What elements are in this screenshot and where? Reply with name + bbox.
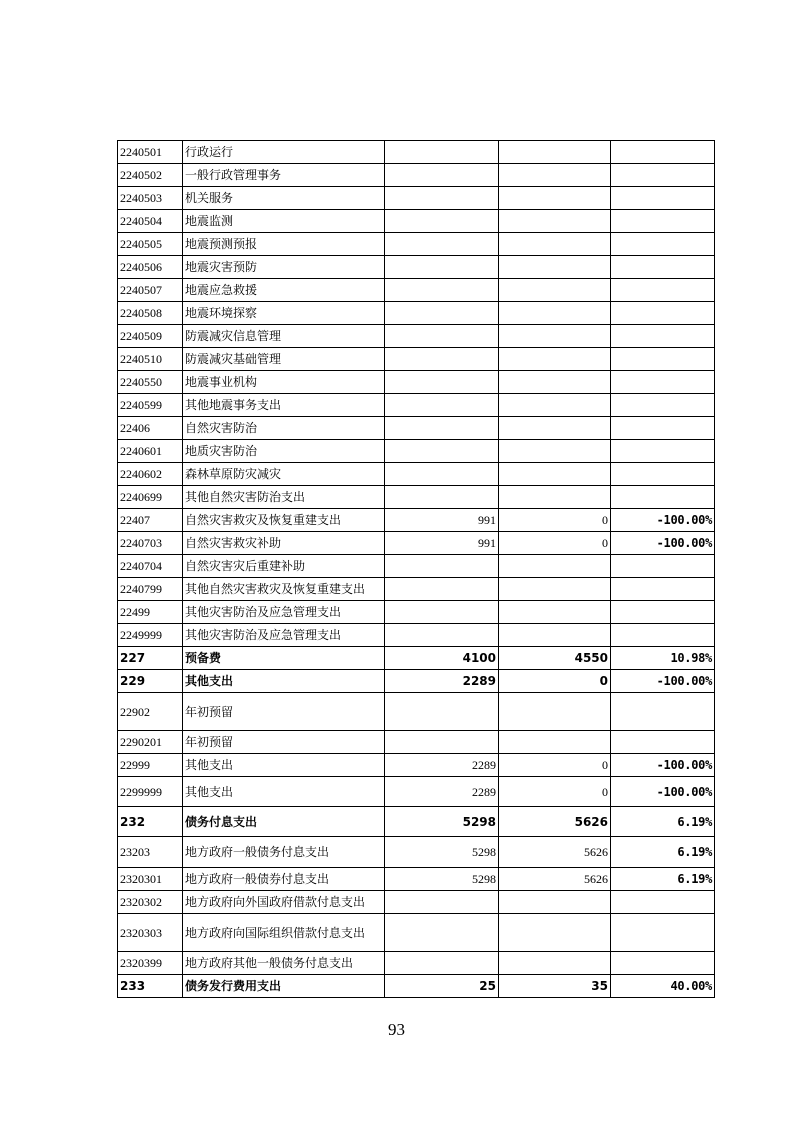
subject-code-cell: 233	[118, 975, 183, 998]
budget-amount-cell	[499, 141, 611, 164]
table-row	[118, 141, 715, 164]
table-row	[118, 601, 715, 624]
previous-year-amount-cell	[385, 394, 499, 417]
subject-code-cell: 2240602	[118, 463, 183, 486]
growth-rate-cell: 10.98%	[611, 647, 715, 670]
budget-amount-cell: 4550	[499, 647, 611, 670]
table-row	[118, 670, 715, 693]
table-row	[118, 302, 715, 325]
table-row	[118, 891, 715, 914]
budget-amount-cell	[499, 693, 611, 731]
growth-rate-cell	[611, 325, 715, 348]
subject-name-cell: 地方政府一般债务付息支出	[183, 837, 385, 868]
budget-amount-cell	[499, 256, 611, 279]
subject-name-cell: 地震预测预报	[183, 233, 385, 256]
previous-year-amount-cell	[385, 302, 499, 325]
page-number: 93	[388, 1020, 405, 1039]
growth-rate-cell	[611, 233, 715, 256]
subject-code-cell: 2240699	[118, 486, 183, 509]
subject-name-cell: 其他自然灾害防治支出	[183, 486, 385, 509]
subject-name-cell: 地震环境探察	[183, 302, 385, 325]
growth-rate-cell	[611, 302, 715, 325]
previous-year-amount-cell	[385, 555, 499, 578]
growth-rate-cell: 6.19%	[611, 837, 715, 868]
subject-name-cell: 地方政府向国际组织借款付息支出	[183, 914, 385, 952]
growth-rate-cell	[611, 914, 715, 952]
previous-year-amount-cell: 4100	[385, 647, 499, 670]
subject-name-cell: 地方政府一般债券付息支出	[183, 868, 385, 891]
subject-name-cell: 地震监测	[183, 210, 385, 233]
subject-code-cell: 2240601	[118, 440, 183, 463]
budget-expenditure-table	[117, 140, 715, 998]
growth-rate-cell: -100.00%	[611, 754, 715, 777]
subject-code-cell: 2240506	[118, 256, 183, 279]
subject-name-cell: 其他支出	[183, 777, 385, 807]
subject-name-cell: 地震事业机构	[183, 371, 385, 394]
subject-code-cell: 227	[118, 647, 183, 670]
subject-code-cell: 2320302	[118, 891, 183, 914]
subject-name-cell: 债务付息支出	[183, 807, 385, 837]
previous-year-amount-cell	[385, 141, 499, 164]
subject-code-cell: 22999	[118, 754, 183, 777]
subject-name-cell: 其他自然灾害救灾及恢复重建支出	[183, 578, 385, 601]
previous-year-amount-cell	[385, 187, 499, 210]
subject-name-cell: 自然灾害防治	[183, 417, 385, 440]
budget-amount-cell	[499, 348, 611, 371]
previous-year-amount-cell	[385, 578, 499, 601]
table-row	[118, 325, 715, 348]
growth-rate-cell: -100.00%	[611, 509, 715, 532]
budget-amount-cell: 35	[499, 975, 611, 998]
budget-amount-cell	[499, 394, 611, 417]
budget-amount-cell: 5626	[499, 868, 611, 891]
growth-rate-cell	[611, 371, 715, 394]
subject-name-cell: 年初预留	[183, 693, 385, 731]
subject-code-cell: 2240703	[118, 532, 183, 555]
subject-name-cell: 债务发行费用支出	[183, 975, 385, 998]
subject-name-cell: 行政运行	[183, 141, 385, 164]
previous-year-amount-cell	[385, 952, 499, 975]
table-row	[118, 532, 715, 555]
subject-name-cell: 预备费	[183, 647, 385, 670]
table-row	[118, 440, 715, 463]
subject-code-cell: 2240599	[118, 394, 183, 417]
table-row	[118, 164, 715, 187]
budget-amount-cell	[499, 952, 611, 975]
previous-year-amount-cell: 5298	[385, 837, 499, 868]
subject-name-cell: 其他灾害防治及应急管理支出	[183, 601, 385, 624]
budget-amount-cell: 0	[499, 670, 611, 693]
growth-rate-cell: 6.19%	[611, 868, 715, 891]
budget-amount-cell: 0	[499, 532, 611, 555]
subject-code-cell: 23203	[118, 837, 183, 868]
table-row	[118, 371, 715, 394]
growth-rate-cell	[611, 952, 715, 975]
growth-rate-cell	[611, 731, 715, 754]
subject-code-cell: 2240501	[118, 141, 183, 164]
budget-amount-cell	[499, 325, 611, 348]
table-row	[118, 463, 715, 486]
subject-code-cell: 2240704	[118, 555, 183, 578]
subject-name-cell: 防震减灾信息管理	[183, 325, 385, 348]
subject-name-cell: 地震应急救援	[183, 279, 385, 302]
budget-amount-cell	[499, 731, 611, 754]
previous-year-amount-cell	[385, 417, 499, 440]
table-row	[118, 210, 715, 233]
previous-year-amount-cell: 2289	[385, 670, 499, 693]
budget-amount-cell	[499, 601, 611, 624]
budget-amount-cell	[499, 210, 611, 233]
budget-amount-cell	[499, 440, 611, 463]
budget-amount-cell: 0	[499, 509, 611, 532]
previous-year-amount-cell	[385, 914, 499, 952]
growth-rate-cell	[611, 164, 715, 187]
growth-rate-cell	[611, 891, 715, 914]
growth-rate-cell	[611, 578, 715, 601]
previous-year-amount-cell: 5298	[385, 868, 499, 891]
table-row	[118, 777, 715, 807]
subject-name-cell: 其他地震事务支出	[183, 394, 385, 417]
subject-name-cell: 其他支出	[183, 670, 385, 693]
subject-code-cell: 2320303	[118, 914, 183, 952]
budget-amount-cell: 5626	[499, 807, 611, 837]
subject-name-cell: 自然灾害灾后重建补助	[183, 555, 385, 578]
budget-amount-cell	[499, 578, 611, 601]
previous-year-amount-cell	[385, 440, 499, 463]
previous-year-amount-cell	[385, 348, 499, 371]
growth-rate-cell	[611, 486, 715, 509]
growth-rate-cell: -100.00%	[611, 777, 715, 807]
budget-amount-cell	[499, 233, 611, 256]
subject-code-cell: 2240507	[118, 279, 183, 302]
budget-amount-cell: 0	[499, 754, 611, 777]
previous-year-amount-cell	[385, 325, 499, 348]
table-row	[118, 256, 715, 279]
table-row	[118, 394, 715, 417]
subject-code-cell: 22406	[118, 417, 183, 440]
table-body	[118, 141, 715, 998]
table-row	[118, 348, 715, 371]
subject-code-cell: 2320301	[118, 868, 183, 891]
growth-rate-cell	[611, 348, 715, 371]
subject-name-cell: 年初预留	[183, 731, 385, 754]
previous-year-amount-cell: 991	[385, 532, 499, 555]
previous-year-amount-cell	[385, 279, 499, 302]
subject-name-cell: 地质灾害防治	[183, 440, 385, 463]
subject-code-cell: 2320399	[118, 952, 183, 975]
table-row	[118, 868, 715, 891]
previous-year-amount-cell	[385, 371, 499, 394]
table-row	[118, 975, 715, 998]
budget-amount-cell	[499, 187, 611, 210]
previous-year-amount-cell	[385, 210, 499, 233]
subject-code-cell: 2240508	[118, 302, 183, 325]
subject-code-cell: 2240550	[118, 371, 183, 394]
subject-name-cell: 森林草原防灾减灾	[183, 463, 385, 486]
table-row	[118, 754, 715, 777]
subject-name-cell: 自然灾害救灾及恢复重建支出	[183, 509, 385, 532]
table-row	[118, 693, 715, 731]
previous-year-amount-cell: 991	[385, 509, 499, 532]
subject-code-cell: 22902	[118, 693, 183, 731]
budget-amount-cell	[499, 555, 611, 578]
growth-rate-cell: -100.00%	[611, 670, 715, 693]
previous-year-amount-cell	[385, 486, 499, 509]
table-row	[118, 647, 715, 670]
table-row	[118, 807, 715, 837]
growth-rate-cell	[611, 440, 715, 463]
subject-code-cell: 22499	[118, 601, 183, 624]
budget-amount-cell	[499, 164, 611, 187]
subject-name-cell: 自然灾害救灾补助	[183, 532, 385, 555]
subject-code-cell: 229	[118, 670, 183, 693]
previous-year-amount-cell	[385, 256, 499, 279]
table-row	[118, 578, 715, 601]
subject-name-cell: 其他灾害防治及应急管理支出	[183, 624, 385, 647]
subject-name-cell: 地方政府向外国政府借款付息支出	[183, 891, 385, 914]
growth-rate-cell	[611, 394, 715, 417]
growth-rate-cell	[611, 187, 715, 210]
previous-year-amount-cell	[385, 731, 499, 754]
previous-year-amount-cell: 2289	[385, 777, 499, 807]
subject-name-cell: 地震灾害预防	[183, 256, 385, 279]
subject-name-cell: 机关服务	[183, 187, 385, 210]
subject-name-cell: 一般行政管理事务	[183, 164, 385, 187]
table-row	[118, 914, 715, 952]
subject-code-cell: 2240505	[118, 233, 183, 256]
budget-amount-cell	[499, 914, 611, 952]
previous-year-amount-cell: 2289	[385, 754, 499, 777]
budget-amount-cell: 0	[499, 777, 611, 807]
subject-code-cell: 232	[118, 807, 183, 837]
previous-year-amount-cell	[385, 601, 499, 624]
table-row	[118, 279, 715, 302]
subject-name-cell: 地方政府其他一般债务付息支出	[183, 952, 385, 975]
subject-code-cell: 2240799	[118, 578, 183, 601]
table-row	[118, 624, 715, 647]
budget-amount-cell	[499, 463, 611, 486]
subject-code-cell: 2240509	[118, 325, 183, 348]
table-row	[118, 486, 715, 509]
budget-amount-cell	[499, 302, 611, 325]
table-row	[118, 555, 715, 578]
table-row	[118, 417, 715, 440]
subject-code-cell: 2299999	[118, 777, 183, 807]
growth-rate-cell: 40.00%	[611, 975, 715, 998]
budget-amount-cell	[499, 371, 611, 394]
previous-year-amount-cell	[385, 693, 499, 731]
growth-rate-cell	[611, 417, 715, 440]
budget-amount-cell	[499, 417, 611, 440]
growth-rate-cell	[611, 141, 715, 164]
previous-year-amount-cell: 25	[385, 975, 499, 998]
subject-name-cell: 其他支出	[183, 754, 385, 777]
table-row	[118, 837, 715, 868]
budget-amount-cell	[499, 624, 611, 647]
growth-rate-cell: -100.00%	[611, 532, 715, 555]
growth-rate-cell	[611, 463, 715, 486]
subject-code-cell: 2240504	[118, 210, 183, 233]
previous-year-amount-cell	[385, 891, 499, 914]
previous-year-amount-cell	[385, 624, 499, 647]
table-row	[118, 509, 715, 532]
growth-rate-cell	[611, 210, 715, 233]
previous-year-amount-cell	[385, 463, 499, 486]
subject-code-cell: 2240503	[118, 187, 183, 210]
table-row	[118, 731, 715, 754]
growth-rate-cell	[611, 693, 715, 731]
budget-amount-cell	[499, 891, 611, 914]
growth-rate-cell	[611, 555, 715, 578]
subject-code-cell: 2249999	[118, 624, 183, 647]
previous-year-amount-cell: 5298	[385, 807, 499, 837]
subject-name-cell: 防震减灾基础管理	[183, 348, 385, 371]
growth-rate-cell	[611, 601, 715, 624]
growth-rate-cell	[611, 256, 715, 279]
table-row	[118, 233, 715, 256]
previous-year-amount-cell	[385, 233, 499, 256]
growth-rate-cell	[611, 624, 715, 647]
previous-year-amount-cell	[385, 164, 499, 187]
table-row	[118, 187, 715, 210]
budget-amount-cell	[499, 486, 611, 509]
growth-rate-cell	[611, 279, 715, 302]
table-row	[118, 952, 715, 975]
subject-code-cell: 2240502	[118, 164, 183, 187]
budget-amount-cell	[499, 279, 611, 302]
budget-amount-cell: 5626	[499, 837, 611, 868]
subject-code-cell: 2240510	[118, 348, 183, 371]
subject-code-cell: 22407	[118, 509, 183, 532]
subject-code-cell: 2290201	[118, 731, 183, 754]
growth-rate-cell: 6.19%	[611, 807, 715, 837]
